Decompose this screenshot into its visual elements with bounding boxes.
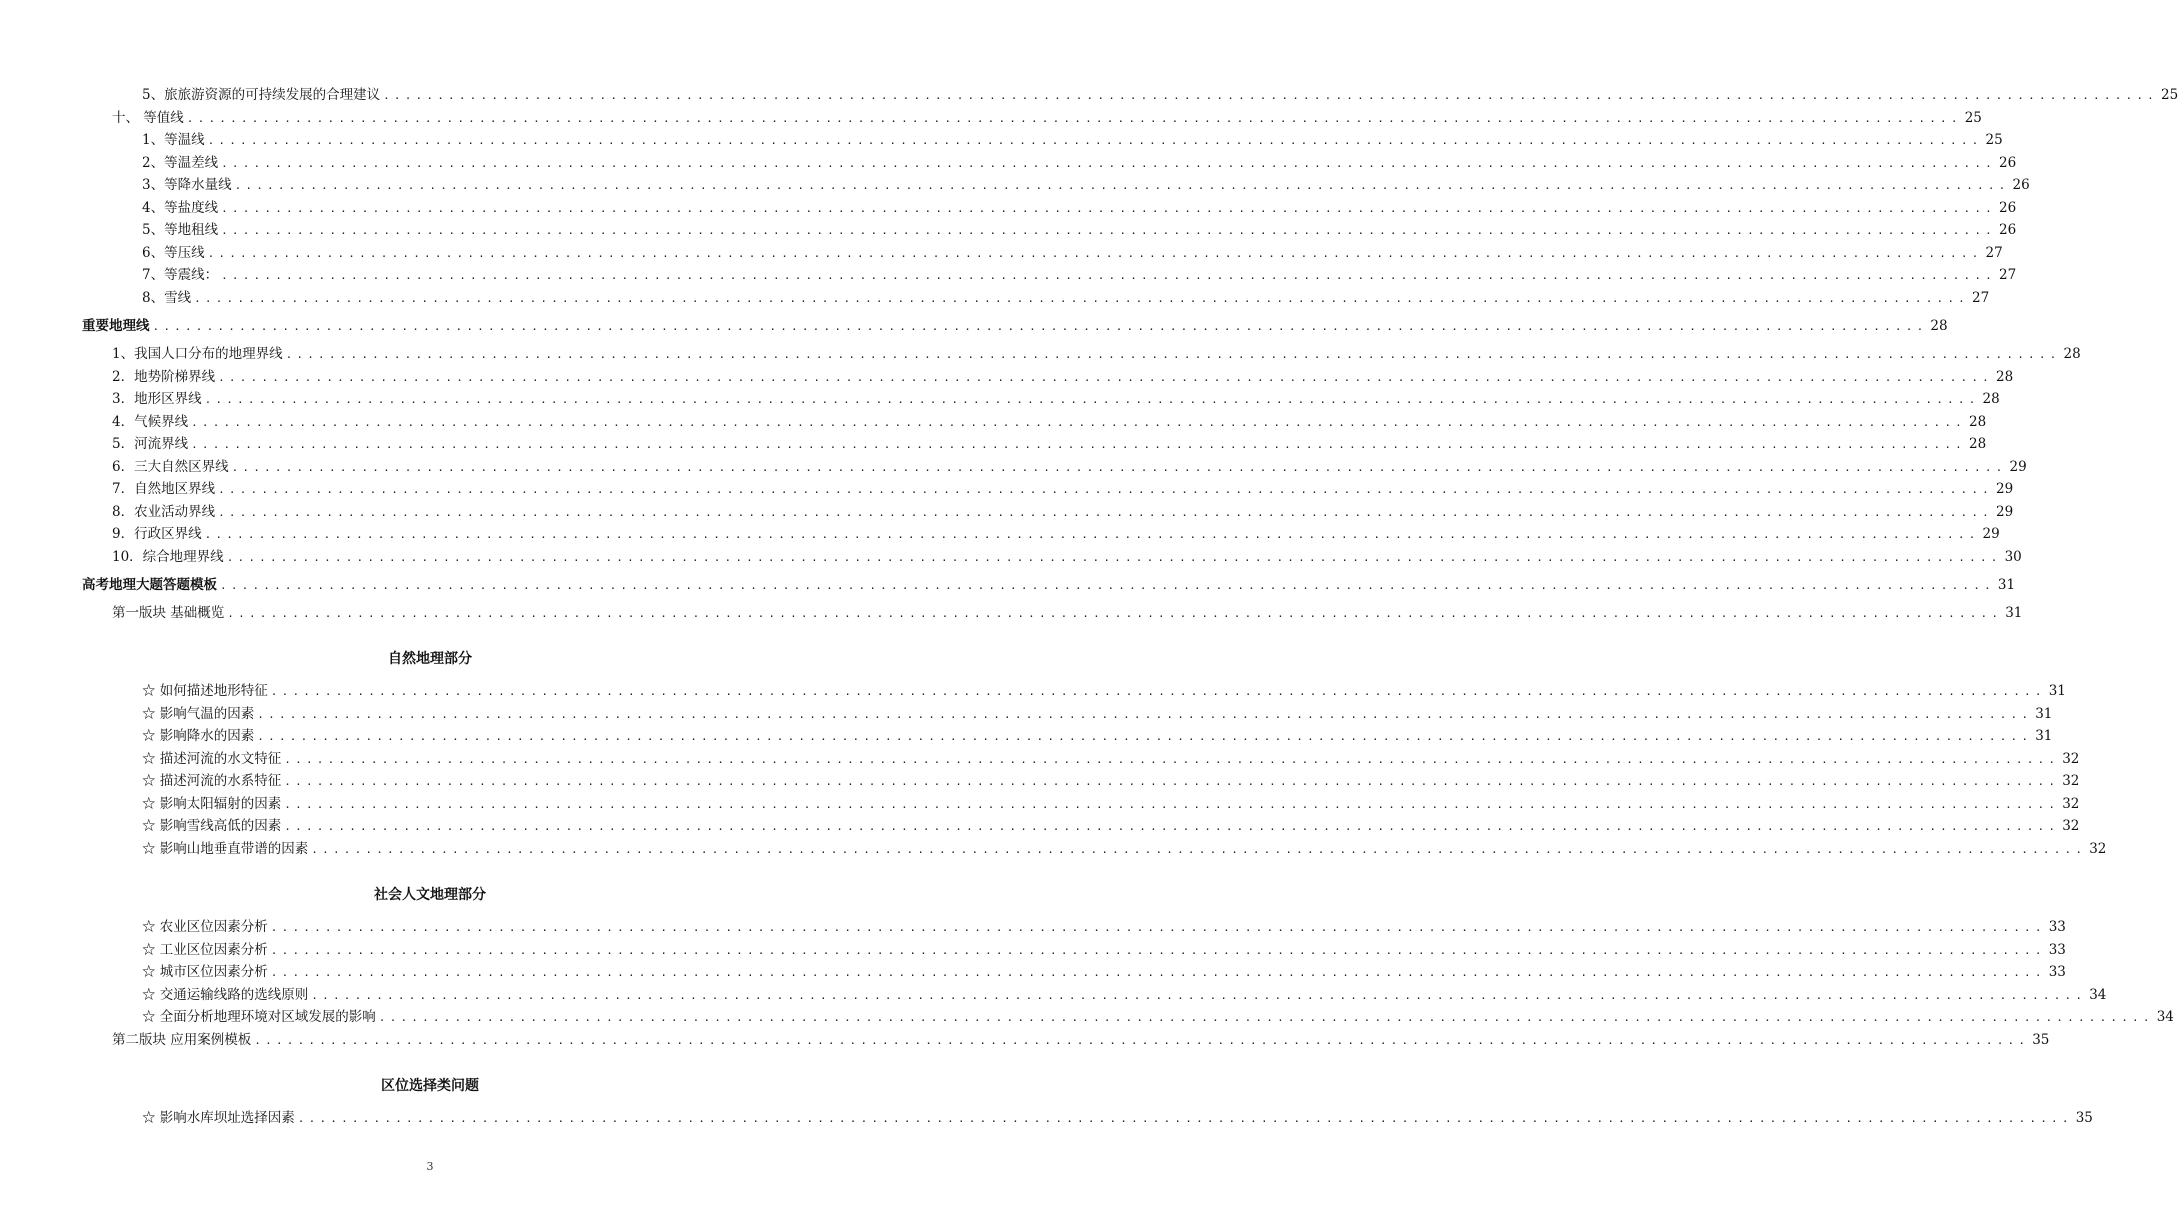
toc-entry-title: ☆ 工业区位因素分析 <box>142 942 268 958</box>
toc-entry-page: 26 <box>1999 200 2017 216</box>
toc-entry[interactable] <box>142 723 2053 745</box>
toc-entry-page: 32 <box>2089 841 2107 857</box>
toc-entry-page: 25 <box>1985 132 2003 148</box>
dot-leader: .................................................................................................................................................................... <box>152 320 1928 333</box>
toc-entry-page: 28 <box>1969 414 1987 430</box>
toc-entry-title: 5、等地租线 <box>142 222 219 238</box>
toc-entry-page: 28 <box>1996 369 2014 385</box>
dot-leader: .................................................................................................................................................................... <box>284 798 2060 811</box>
toc-entry-title: 9．行政区界线 <box>112 526 202 542</box>
toc-entry[interactable] <box>112 105 1982 127</box>
toc-entry-title: 第一版块 基础概览 <box>112 605 225 621</box>
toc-entry-title: ☆ 全面分析地理环境对区域发展的影响 <box>142 1009 376 1025</box>
toc-entry-title: ☆ 影响太阳辐射的因素 <box>142 796 282 812</box>
dot-leader: .................................................................................................................................................................... <box>254 1034 2030 1047</box>
toc-entry-title: 8、雪线 <box>142 290 192 306</box>
toc-entry-page: 33 <box>2048 964 2066 980</box>
toc-entry-page: 31 <box>2035 728 2053 744</box>
dot-leader: .................................................................................................................................................................... <box>207 134 1983 147</box>
toc-entry-page: 32 <box>2062 773 2080 789</box>
toc-entry-title: 8．农业活动界线 <box>112 504 216 520</box>
toc-entry-page: 29 <box>1996 481 2014 497</box>
dot-leader: .................................................................................................................................................................... <box>257 730 2033 743</box>
toc-entry[interactable] <box>112 454 2027 476</box>
toc-entry-title: 第二版块 应用案例模板 <box>112 1032 252 1048</box>
toc-entry-page: 28 <box>2063 346 2081 362</box>
toc-entry[interactable] <box>142 914 2066 936</box>
toc-entry[interactable] <box>142 285 1990 307</box>
dot-leader: .................................................................................................................................................................... <box>207 247 1983 260</box>
dot-leader: .................................................................................................................................................................... <box>284 775 2060 788</box>
toc-entry-title: ☆ 影响气温的因素 <box>142 706 255 722</box>
dot-leader: .................................................................................................................................................................... <box>191 416 1966 429</box>
toc-entry-page: 26 <box>1999 222 2017 238</box>
toc-entry-title: 6、等压线 <box>142 245 205 261</box>
toc-entry-title: ☆ 如何描述地形特征 <box>142 683 268 699</box>
toc-entry[interactable] <box>112 499 2014 521</box>
toc-entry-title: ☆ 影响降水的因素 <box>142 728 255 744</box>
page-number: 3 <box>426 1160 434 1173</box>
dot-leader: .................................................................................................................................................................... <box>218 506 1993 519</box>
dot-leader: .................................................................................................................................................................... <box>270 685 2046 698</box>
dot-leader: .................................................................................................................................................................... <box>204 393 1980 406</box>
toc-entry-title: 3．地形区界线 <box>112 391 202 407</box>
toc-entry-page: 27 <box>1999 267 2017 283</box>
toc-entry-page: 27 <box>1972 290 1990 306</box>
toc-entry[interactable] <box>142 937 2066 959</box>
toc-entry-page: 26 <box>2012 177 2030 193</box>
toc-entry[interactable] <box>112 409 1987 431</box>
toc-entry-title: 十、 等值线 <box>112 110 184 126</box>
toc-chapter-entry[interactable] <box>82 572 2016 594</box>
toc-entry[interactable] <box>142 217 2017 239</box>
toc-entry-page: 33 <box>2048 919 2066 935</box>
toc-entry-title: 2、等温差线 <box>142 155 219 171</box>
toc-entry-page: 34 <box>2156 1009 2174 1025</box>
toc-entry-page: 29 <box>2009 459 2027 475</box>
toc-entry-title: 5．河流界线 <box>112 436 189 452</box>
toc-entry[interactable] <box>142 1105 2093 1127</box>
toc-entry-page: 32 <box>2062 818 2080 834</box>
toc-entry-page: 31 <box>2035 706 2053 722</box>
toc-chapter-entry[interactable] <box>82 313 1948 335</box>
toc-entry-page: 35 <box>2032 1032 2050 1048</box>
dot-leader: .................................................................................................................................................................... <box>270 966 2046 979</box>
toc-entry[interactable] <box>142 959 2066 981</box>
toc-entry[interactable] <box>112 364 2014 386</box>
toc-entry[interactable] <box>142 172 2030 194</box>
dot-leader: .................................................................................................................................................................... <box>226 551 2002 564</box>
toc-entry[interactable] <box>142 768 2080 790</box>
section-heading-natural: 自然地理部分 <box>388 651 472 667</box>
toc-entry-page: 31 <box>1997 577 2016 593</box>
dot-leader: .................................................................................................................................................................... <box>257 708 2033 721</box>
dot-leader: .................................................................................................................................................................... <box>297 1112 2073 1125</box>
dot-leader: .................................................................................................................................................................... <box>378 1011 2154 1024</box>
toc-entry-title: ☆ 描述河流的水文特征 <box>142 751 282 767</box>
toc-entry-title: 4、等盐度线 <box>142 200 219 216</box>
toc-entry[interactable] <box>112 476 2014 498</box>
section-heading-human: 社会人文地理部分 <box>374 887 486 903</box>
toc-entry-title: 4．气候界线 <box>112 414 189 430</box>
dot-leader: .................................................................................................................................................................... <box>284 753 2060 766</box>
toc-entry-title: 1、等温线 <box>142 132 205 148</box>
toc-entry-page: 29 <box>1982 526 2000 542</box>
dot-leader: .................................................................................................................................................................... <box>227 607 2003 620</box>
section-heading-location: 区位选择类问题 <box>381 1078 479 1094</box>
toc-entry[interactable] <box>142 127 2003 149</box>
dot-leader: .................................................................................................................................................................... <box>218 371 1993 384</box>
toc-entry[interactable] <box>142 746 2080 768</box>
toc-entry-title: 3、等降水量线 <box>142 177 232 193</box>
toc-entry[interactable] <box>112 341 2081 363</box>
toc-entry-title: 7、等震线： <box>142 267 219 283</box>
dot-leader: .................................................................................................................................................................... <box>221 269 1996 282</box>
toc-entry[interactable] <box>112 431 1987 453</box>
toc-entry[interactable] <box>142 150 2017 172</box>
toc-entry-title: ☆ 描述河流的水系特征 <box>142 773 282 789</box>
toc-entry-page: 32 <box>2062 751 2080 767</box>
toc-entry-title: ☆ 影响水库坝址选择因素 <box>142 1110 295 1126</box>
toc-entry-page: 31 <box>2005 605 2023 621</box>
dot-leader: .................................................................................................................................................................... <box>204 528 1980 541</box>
toc-entry-page: 25 <box>2161 87 2178 103</box>
toc-entry[interactable] <box>142 262 2017 284</box>
dot-leader: .................................................................................................................................................................... <box>221 224 1996 237</box>
toc-entry-page: 31 <box>2048 683 2066 699</box>
dot-leader: .................................................................................................................................................................... <box>220 579 1995 592</box>
toc-entry-page: 29 <box>1996 504 2014 520</box>
toc-entry[interactable] <box>142 701 2053 723</box>
dot-leader: .................................................................................................................................................................... <box>194 292 1969 305</box>
dot-leader: .................................................................................................................................................................... <box>218 483 1993 496</box>
toc-entry-title: 6．三大自然区界线 <box>112 459 229 475</box>
toc-entry[interactable] <box>142 1004 2174 1026</box>
toc-entry-title: 2．地势阶梯界线 <box>112 369 216 385</box>
toc-entry-page: 28 <box>1969 436 1987 452</box>
dot-leader: .................................................................................................................................................................... <box>270 921 2046 934</box>
toc-entry-title: ☆ 交通运输线路的选线原则 <box>142 987 309 1003</box>
toc-entry[interactable] <box>112 600 2023 622</box>
toc-entry[interactable] <box>142 678 2066 700</box>
toc-entry-title: ☆ 影响雪线高低的因素 <box>142 818 282 834</box>
toc-entry[interactable] <box>142 791 2080 813</box>
dot-leader: .................................................................................................................................................................... <box>221 157 1996 170</box>
dot-leader: .................................................................................................................................................................... <box>186 112 1962 125</box>
toc-entry[interactable] <box>142 813 2080 835</box>
dot-leader: .................................................................................................................................................................... <box>311 843 2087 856</box>
toc-entry-page: 34 <box>2089 987 2107 1003</box>
dot-leader: .................................................................................................................................................................... <box>284 820 2060 833</box>
toc-entry[interactable] <box>142 195 2017 217</box>
toc-entry-title: ☆ 影响山地垂直带谱的因素 <box>142 841 309 857</box>
toc-entry-title: 10．综合地理界线 <box>112 549 224 565</box>
dot-leader: .................................................................................................................................................................... <box>221 202 1996 215</box>
toc-entry-page: 25 <box>1964 110 1982 126</box>
toc-entry-page: 33 <box>2048 942 2066 958</box>
toc-entry-title: 1、我国人口分布的地理界线 <box>112 346 283 362</box>
dot-leader: .................................................................................................................................................................... <box>270 944 2046 957</box>
dot-leader: .................................................................................................................................................................... <box>191 438 1966 451</box>
dot-leader: .................................................................................................................................................................... <box>234 179 2010 192</box>
toc-entry[interactable] <box>142 240 2003 262</box>
toc-entry-page: 30 <box>2004 549 2022 565</box>
toc-entry[interactable] <box>112 386 2000 408</box>
toc-entry-page: 26 <box>1999 155 2017 171</box>
toc-entry-title: 5、旅旅游资源的可持续发展的合理建议 <box>142 87 381 103</box>
toc-entry[interactable] <box>142 82 2178 104</box>
toc-entry[interactable] <box>142 836 2107 858</box>
toc-entry-title: 7．自然地区界线 <box>112 481 216 497</box>
toc-entry-page: 35 <box>2075 1110 2093 1126</box>
toc-entry-title: 重要地理线 <box>82 318 150 334</box>
dot-leader: .................................................................................................................................................................... <box>383 89 2158 102</box>
toc-entry-page: 27 <box>1985 245 2003 261</box>
toc-entry-title: ☆ 城市区位因素分析 <box>142 964 268 980</box>
toc-entry[interactable] <box>112 521 2000 543</box>
toc-entry[interactable] <box>112 1027 2050 1049</box>
dot-leader: .................................................................................................................................................................... <box>231 461 2007 474</box>
toc-entry[interactable] <box>142 982 2107 1004</box>
dot-leader: .................................................................................................................................................................... <box>285 348 2061 361</box>
toc-entry-page: 28 <box>1930 318 1948 334</box>
toc-entry-title: ☆ 农业区位因素分析 <box>142 919 268 935</box>
toc-entry-page: 28 <box>1982 391 2000 407</box>
toc-entry-title: 高考地理大题答题模板 <box>82 577 217 593</box>
toc-entry-page: 32 <box>2062 796 2080 812</box>
toc-entry[interactable] <box>112 544 2022 566</box>
dot-leader: .................................................................................................................................................................... <box>311 989 2087 1002</box>
